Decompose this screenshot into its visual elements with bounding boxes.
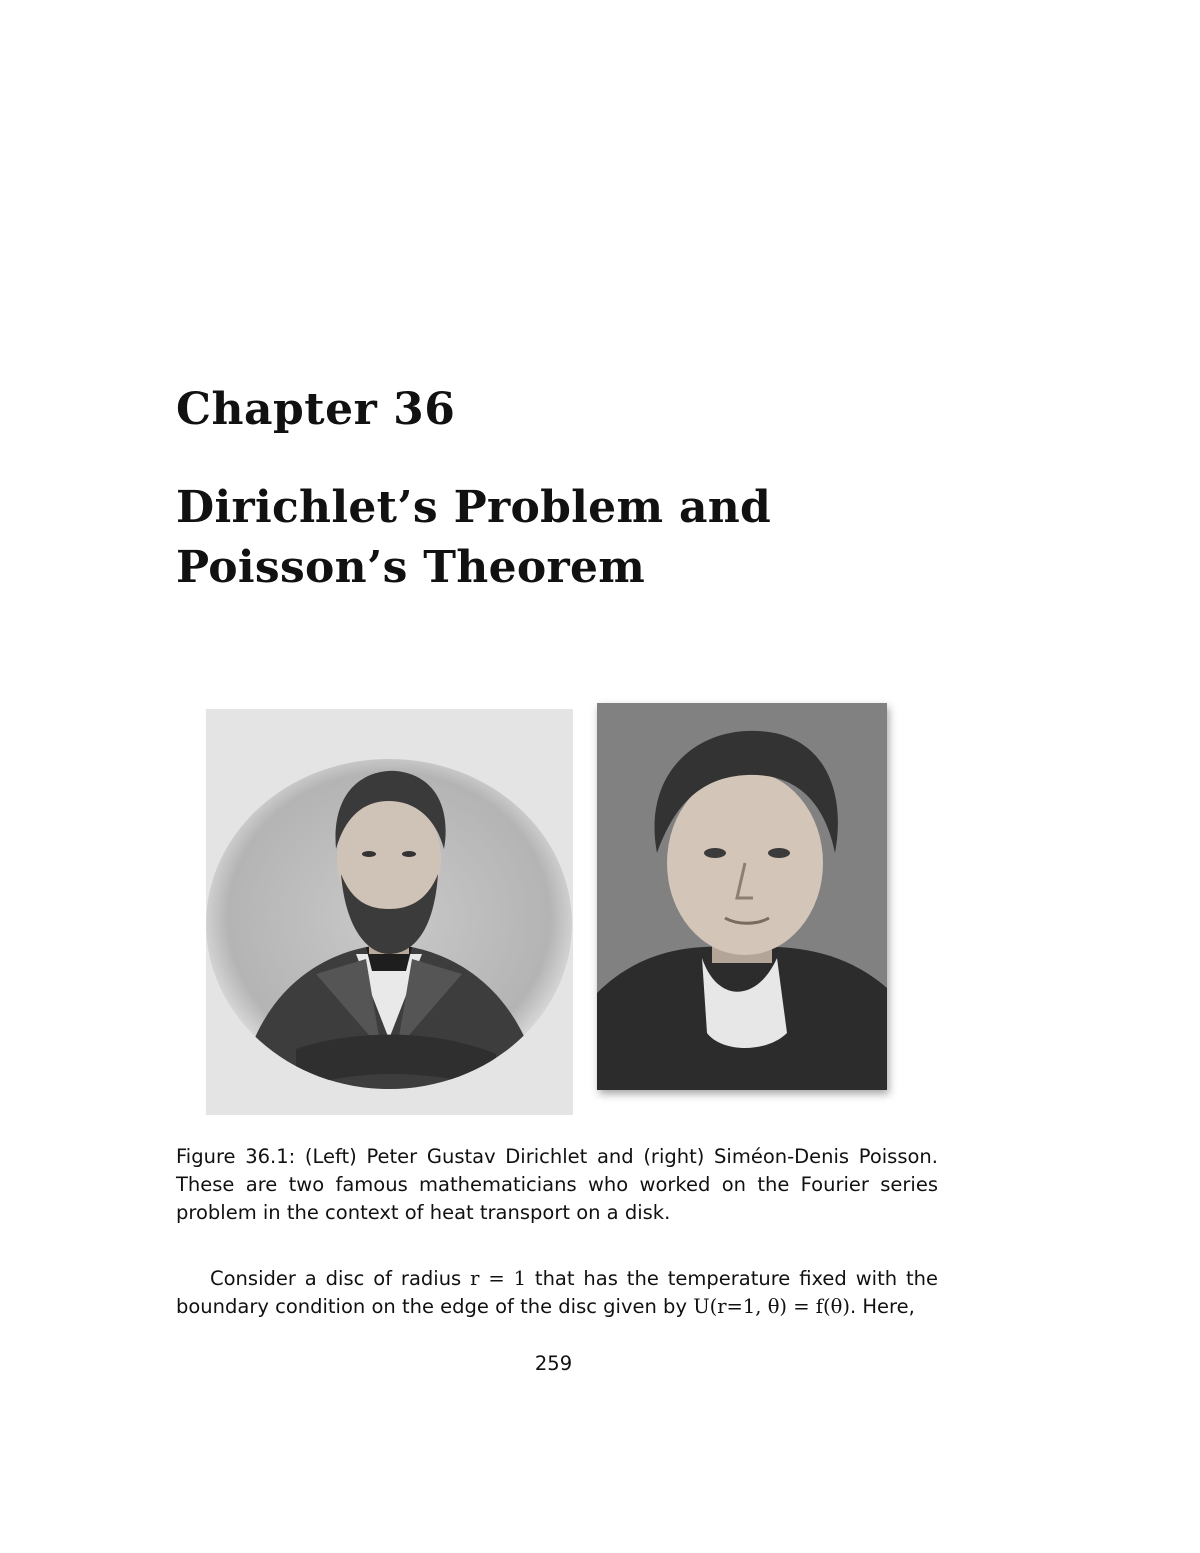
- chapter-label: Chapter 36: [176, 384, 456, 435]
- para-end: . Here,: [849, 1295, 915, 1318]
- body-paragraph: [176, 1265, 938, 1321]
- math-boundary: U(r=1, θ) = f(θ): [693, 1295, 850, 1318]
- page-number: 259: [534, 1352, 573, 1375]
- poisson-portrait: [597, 703, 887, 1090]
- math-radius: r = 1: [470, 1267, 527, 1290]
- chapter-title: [176, 478, 771, 598]
- para-start: Consider a disc of radius: [210, 1267, 471, 1290]
- para-mid: that has the temperature fixed with the boundary condition on the edge of the disc given by: [176, 1267, 938, 1318]
- chapter-title-line-1: Dirichlet’s Problem and: [176, 482, 772, 533]
- figure-caption: Figure 36.1: (Left) Peter Gustav Dirichlet and (right) Siméon-Denis Poisson. These are two famous mathematicians who worked on the Fourier series problem in the context of heat transport on a disk.: [176, 1145, 938, 1224]
- dirichlet-portrait: [206, 709, 573, 1115]
- chapter-title-line-2: Poisson’s Theorem: [176, 542, 646, 593]
